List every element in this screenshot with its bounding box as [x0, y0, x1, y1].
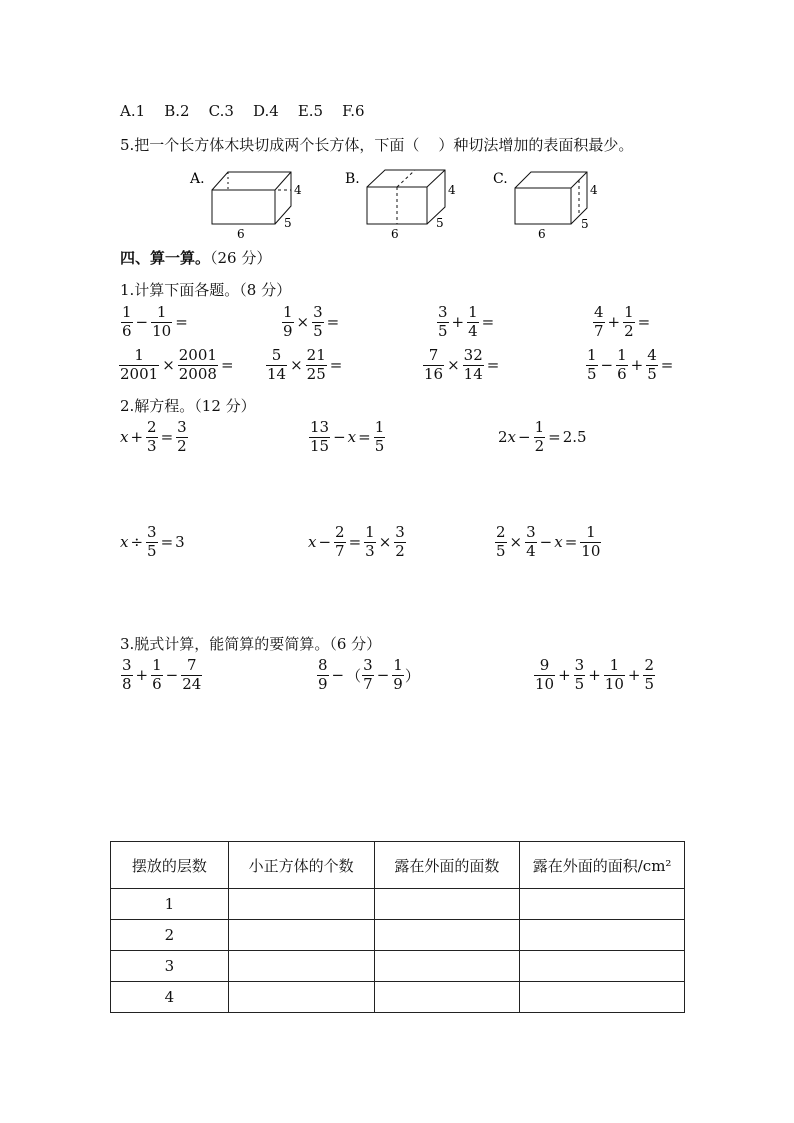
answer-cell[interactable] — [520, 982, 685, 1013]
equation-1: x + $\frac{2}{3}$ = $\frac{3}{2}$ — [120, 418, 187, 455]
equation-4: x ÷ $\frac{3}{5}$ = 3 — [120, 523, 185, 560]
section-4-score: （26 分） — [210, 249, 272, 267]
calc-1-4: 4 7 + $\frac{1}{2}$ = — [594, 303, 651, 340]
answer-cell[interactable] — [228, 920, 374, 951]
figure-c-width: 5 — [581, 217, 589, 231]
part-1-title: 1.计算下面各题。（8 分） — [120, 281, 292, 299]
figure-a — [189, 171, 302, 241]
figure-a-length: 6 — [237, 227, 245, 241]
row-layer-number: 2 — [111, 920, 229, 951]
figure-b-height: 4 — [448, 183, 456, 197]
row-layer-number: 1 — [111, 889, 229, 920]
answer-choices: A.1 B.2 C.3 D.4 E.5 F.6 — [120, 102, 365, 120]
part-3-title: 3.脱式计算，能简算的要简算。（6 分） — [120, 635, 382, 653]
calc-1-8: 1 5 − $\frac{1}{6}$ + $\frac{4}{5}$ = — [587, 346, 674, 383]
simplify-3: 9 10 + $\frac{3}{5}$ + $\frac{1}{10}$ + $\frac{2}{5}$ — [535, 656, 655, 693]
answer-cell[interactable] — [520, 889, 685, 920]
row-layer-number: 3 — [111, 951, 229, 982]
section-4-header — [120, 247, 271, 268]
answer-cell[interactable] — [520, 951, 685, 982]
answer-cell[interactable] — [374, 982, 520, 1013]
figure-b-length: 6 — [391, 227, 399, 241]
figure-a-label: A. — [190, 171, 205, 187]
simplify-2: 8 9 − （ 3 7 − $\frac{1}{9}$ ） — [318, 656, 420, 693]
figure-c-label: C. — [493, 171, 508, 187]
question-5-text: 5.把一个长方体木块切成两个长方体，下面（ ）种切法增加的表面积最少。 — [120, 136, 634, 154]
answer-cell[interactable] — [228, 982, 374, 1013]
calc-1-6: $\frac{5}{14}$ × $\frac{21}{25}$ = — [267, 346, 343, 383]
answer-cell[interactable] — [228, 951, 374, 982]
calc-1-7: $\frac{7}{16}$ × $\frac{32}{14}$ = — [424, 346, 500, 383]
calc-1-1: 1 6 − $\frac{1}{10}$ = — [122, 303, 188, 340]
calc-1-5: $\frac{1}{2001}$ × $\frac{2001}{2008}$ = — [120, 346, 234, 383]
cube-layer-table — [110, 841, 685, 1013]
figure-a-width: 5 — [284, 216, 292, 230]
answer-cell[interactable] — [374, 951, 520, 982]
answer-cell[interactable] — [374, 889, 520, 920]
figure-b-label: B. — [345, 171, 360, 187]
table-row — [111, 920, 685, 951]
cuboid-figures — [0, 163, 794, 243]
table-row — [111, 982, 685, 1013]
header-exposed-area: 露在外面的面积/cm² — [520, 842, 685, 889]
section-4-title: 四、算一算。 — [120, 249, 211, 267]
figure-c-length: 6 — [538, 227, 546, 241]
calc-1-2: $\frac{1}{9}$ × $\frac{3}{5}$ = — [283, 303, 340, 340]
simplify-1: 3 8 + $\frac{1}{6}$ − $\frac{7}{24}$ — [122, 656, 202, 693]
equation-5: x − $\frac{2}{7}$ = $\frac{1}{3}$ × $\frac{3}{2}$ — [308, 523, 405, 560]
part-2-title: 2.解方程。（12 分） — [120, 397, 256, 415]
equation-2: 13 15 − x = $\frac{1}{5}$ — [310, 418, 385, 455]
answer-cell[interactable] — [228, 889, 374, 920]
table-row — [111, 889, 685, 920]
header-exposed-faces: 露在外面的面数 — [374, 842, 520, 889]
equation-3: 2 x − $\frac{1}{2}$ = 2.5 — [498, 418, 587, 455]
figure-b-width: 5 — [436, 216, 444, 230]
header-layers: 摆放的层数 — [111, 842, 229, 889]
header-cube-count: 小正方体的个数 — [228, 842, 374, 889]
calc-1-3: 3 5 + $\frac{1}{4}$ = — [438, 303, 495, 340]
table-header-row — [111, 842, 685, 889]
figure-b — [345, 170, 456, 241]
figure-a-height: 4 — [294, 183, 302, 197]
answer-cell[interactable] — [374, 920, 520, 951]
row-layer-number: 4 — [111, 982, 229, 1013]
figure-c — [493, 171, 598, 241]
answer-cell[interactable] — [520, 920, 685, 951]
figure-c-height: 4 — [590, 183, 598, 197]
equation-6: $\frac{2}{5}$ × $\frac{3}{4}$ − x = $\frac{1}{10}$ — [496, 523, 601, 560]
table-row — [111, 951, 685, 982]
